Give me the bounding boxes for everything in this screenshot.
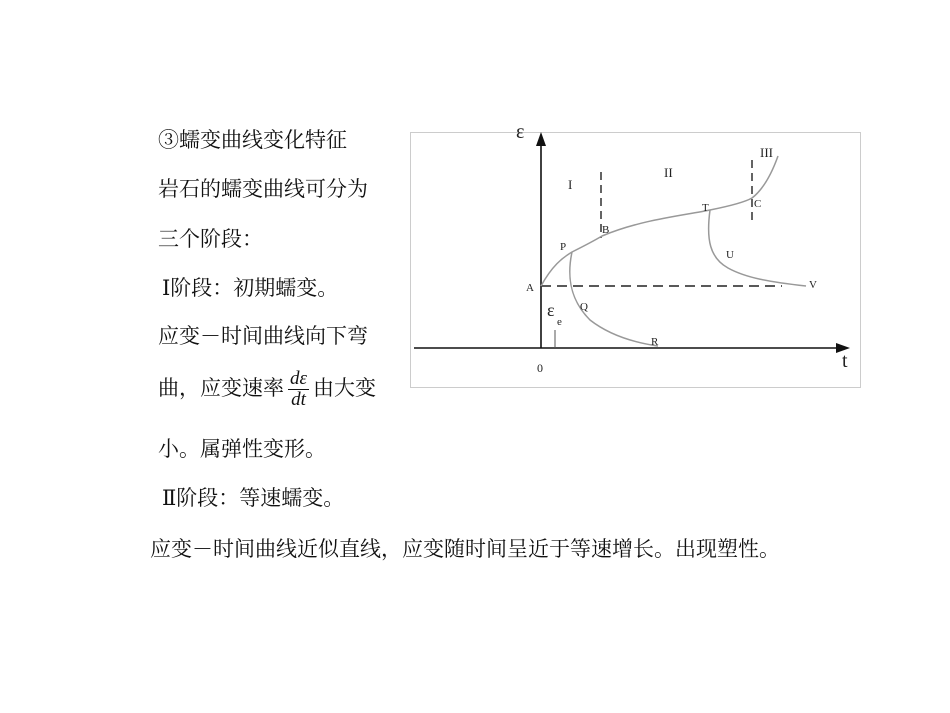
- x-axis-label: t: [842, 350, 848, 372]
- fraction-denominator: dt: [291, 389, 306, 410]
- y-axis-label: ε: [516, 121, 525, 143]
- text-line-3: 三个阶段：: [158, 227, 263, 251]
- point-label-v: V: [809, 279, 817, 291]
- unloading-curve-tuv: [709, 210, 806, 286]
- heading: ③蠕变曲线变化特征: [158, 128, 347, 152]
- point-label-u: U: [726, 249, 734, 261]
- diagram-frame: [411, 133, 861, 388]
- text-line-9: 应变－时间曲线近似直线，应变随时间呈近于等速增长。出现塑性。: [150, 537, 780, 561]
- text-line-2: 岩石的蠕变曲线可分为: [158, 177, 368, 201]
- text-line-6-post: 由大变: [313, 376, 376, 400]
- creep-curve-main: [541, 156, 778, 286]
- point-label-c: C: [754, 198, 762, 210]
- text-line-6: [158, 369, 376, 410]
- point-label-q: Q: [580, 301, 588, 313]
- fraction-numerator: dε: [290, 368, 307, 389]
- stage-1-title: Ⅰ阶段：初期蠕变。: [162, 276, 339, 300]
- point-label-p: P: [560, 241, 567, 253]
- elastic-strain-label: ε: [547, 300, 555, 320]
- region-label-1: I: [568, 177, 573, 192]
- strain-rate-fraction: [288, 369, 309, 410]
- point-label-t: T: [702, 202, 709, 214]
- text-line-5: 应变－时间曲线向下弯: [158, 324, 368, 348]
- elastic-strain-subscript: e: [557, 316, 562, 328]
- point-label-r: R: [651, 336, 659, 348]
- origin-label: 0: [537, 361, 543, 375]
- unloading-curve-pqr: [570, 252, 658, 346]
- text-line-7: 小。属弹性变形。: [158, 437, 326, 461]
- region-label-2: II: [664, 165, 673, 180]
- creep-curve-diagram: [410, 120, 862, 388]
- point-label-b: B: [602, 224, 610, 236]
- region-label-3: III: [760, 145, 773, 160]
- stage-2-title: Ⅱ阶段：等速蠕变。: [162, 486, 345, 510]
- y-axis-arrow: [536, 132, 546, 146]
- point-label-a: A: [526, 282, 534, 294]
- text-line-6-pre: 曲，应变速率: [158, 376, 284, 400]
